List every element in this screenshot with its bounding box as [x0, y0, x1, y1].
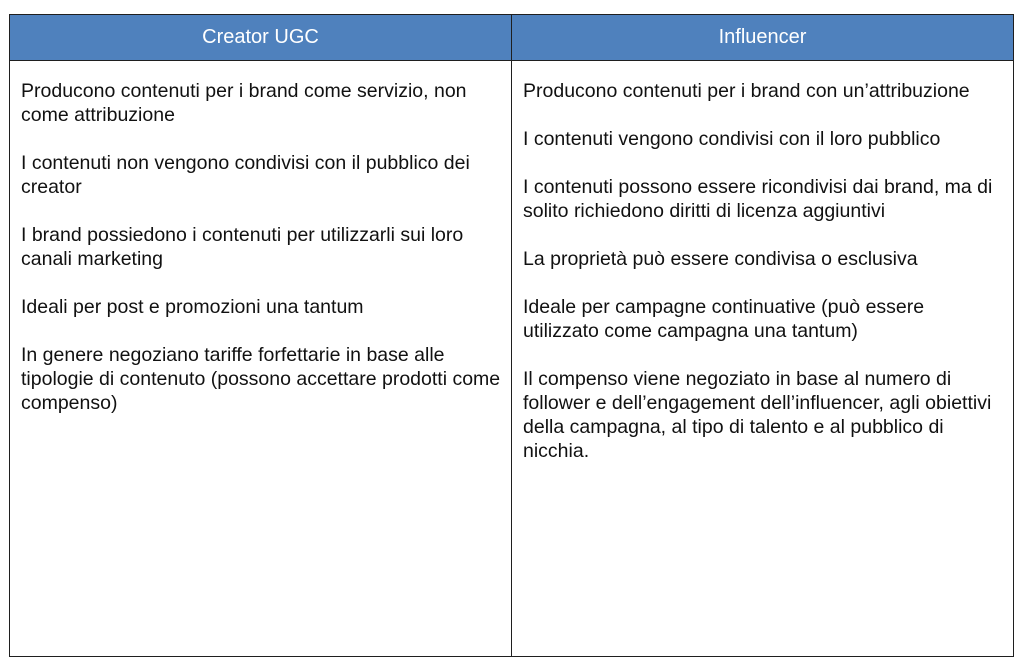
- table-cell: Producono contenuti per i brand come servizio, non come attribuzione: [21, 80, 467, 126]
- comparison-table: [9, 14, 1014, 657]
- header-creator-ugc: Creator UGC: [10, 15, 512, 61]
- column-creator-ugc: [10, 61, 512, 656]
- table-cell: Ideali per post e promozioni una tantum: [21, 296, 364, 318]
- table-cell: I contenuti possono essere ricondivisi dai brand, ma di solito richiedono diritti di licenza aggiuntivi: [523, 176, 993, 222]
- table-cell: Producono contenuti per i brand con un’attribuzione: [523, 80, 970, 102]
- table-cell: Il compenso viene negoziato in base al numero di follower e dell’engagement dell’influencer, agli obiettivi della campagna, al tipo di talento e al pubblico di nicchia.: [523, 368, 992, 462]
- table-cell: In genere negoziano tariffe forfettarie in base alle tipologie di contenuto (possono accettare prodotti come compenso): [21, 344, 501, 414]
- header-influencer: Influencer: [512, 15, 1013, 61]
- table-cell: I contenuti vengono condivisi con il loro pubblico: [523, 128, 941, 150]
- table-cell: La proprietà può essere condivisa o esclusiva: [523, 248, 918, 270]
- table-cell: Ideale per campagne continuative (può essere utilizzato come campagna una tantum): [523, 296, 925, 342]
- table-cell: I brand possiedono i contenuti per utilizzarli sui loro canali marketing: [21, 224, 464, 270]
- table-cell: I contenuti non vengono condivisi con il pubblico dei creator: [21, 152, 470, 198]
- column-influencer: [512, 61, 1013, 656]
